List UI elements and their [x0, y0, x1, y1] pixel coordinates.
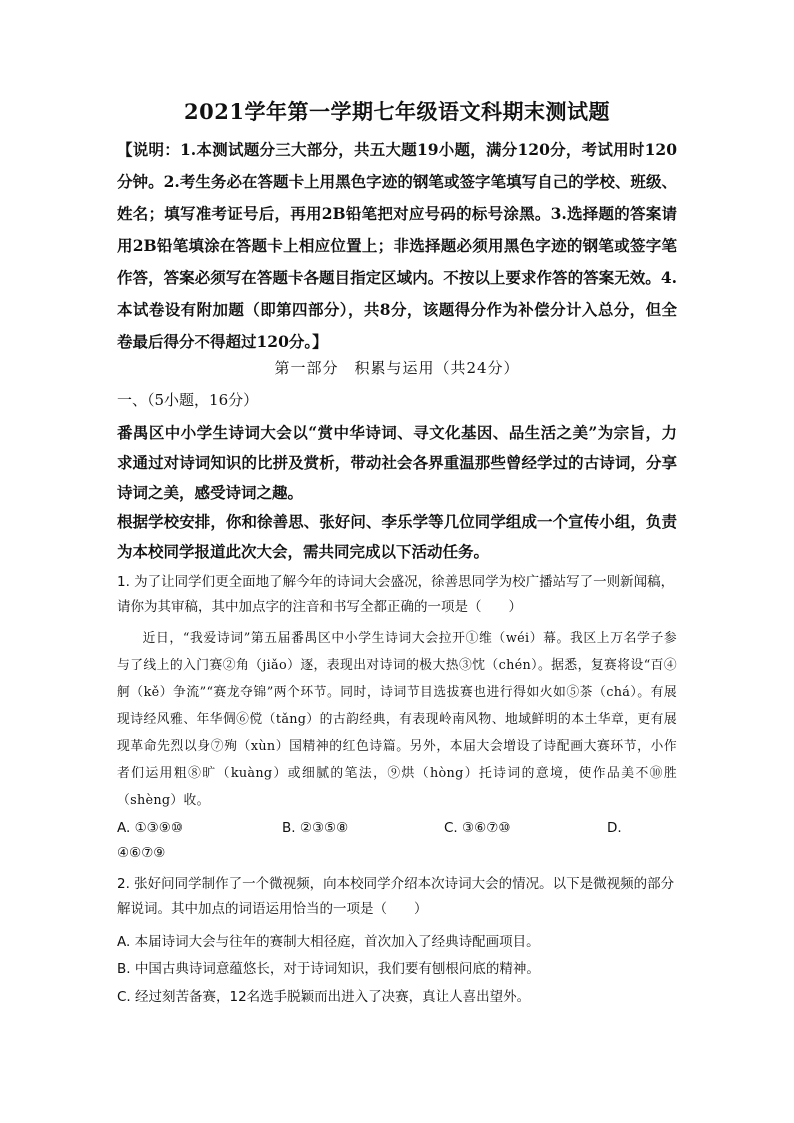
q2-option-a[interactable]: A. 本届诗词大会与往年的赛制大相径庭，首次加入了经典诗配画项目。: [117, 934, 540, 950]
q1-option-c[interactable]: C. ③⑥⑦⑩: [444, 820, 511, 836]
question-2: 2. 张好问同学制作了一个微视频，向本校同学介绍本次诗词大会的情况。以下是微视频的部分解说词。其中加点的词语运用恰当的一项是（ ）: [117, 876, 675, 917]
question-1-passage: 近日，“我爱诗词”第五届番禺区中小学生诗词大会拉开①维（wéi）幕。我区上万名学子参与了线上的入门赛②角（jiǎo）逐，表现出对诗词的极大热③忱（chén）。据悉，复赛将设“百④舸（kě）争流”“赛龙夺锦”两个环节。同时，诗词节目选拔赛也进行得如火如⑤茶（chá）。有展现诗经风雅、年华倜⑥傥（tǎng）的古韵经典，有表现岭南风物、地域鲜明的本土华章，更有展现革命先烈以身⑦殉（xùn）国精神的红色诗篇。另外，本届大会增设了诗配画大赛环节，小作者们运用粗⑧旷（kuàng）或细腻的笔法，⑨烘（hòng）托诗词的意境，使作品美不⑩胜（shèng）收。: [117, 631, 677, 808]
intro-paragraph-1: 番禺区中小学生诗词大会以“赏中华诗词、寻文化基因、品生活之美”为宗旨，力求通过对诗词知识的比拼及赏析，带动社会各界重温那些曾经学过的古诗词，分享诗词之美，感受诗词之趣。: [117, 423, 677, 502]
part-heading: 一、（5小题，16分）: [117, 391, 259, 409]
q2-option-b[interactable]: B. 中国古典诗词意蕴悠长，对于诗词知识，我们要有刨根问底的精神。: [117, 961, 540, 977]
q1-option-b[interactable]: B. ②③⑤⑧: [282, 820, 349, 836]
q1-option-d-value[interactable]: ④⑥⑦⑨: [117, 845, 166, 861]
question-1: 1. 为了让同学们更全面地了解今年的诗词大会盛况，徐善思同学为校广播站写了一则新闻稿，请你为其审稿，其中加点字的注音和书写全都正确的一项是（ ）: [117, 574, 675, 615]
q1-option-d-label[interactable]: D.: [607, 820, 622, 836]
exam-instructions: 【说明：1.本测试题分三大部分，共五大题19小题，满分120分，考试用时120分钟。2.考生务必在答题卡上用黑色字迹的钢笔或签字笔填写自己的学校、班级、姓名；填写准考证号后，再用2B铅笔把对应号码的标号涂黑。3.选择题的答案请用2B铅笔填涂在答题卡上相应位置上；非选择题必须用黑色字迹的钢笔或签字笔作答，答案必须写在答题卡各题目指定区域内。不按以上要求作答的答案无效。4.本试卷设有附加题（即第四部分），共8分，该题得分作为补偿分计入总分，但全卷最后得分不得超过120分。】: [117, 140, 677, 351]
exam-title: 2021学年第一学期七年级语文科期末测试题: [184, 99, 610, 124]
section-heading: 第一部分 积累与运用（共24分）: [274, 359, 520, 377]
q1-option-a[interactable]: A. ①③⑨⑩: [117, 820, 183, 836]
q2-option-c[interactable]: C. 经过刻苦备赛，12名选手脱颖而出进入了决赛，真让人喜出望外。: [117, 989, 531, 1005]
intro-paragraph-2: 根据学校安排，你和徐善思、张好问、李乐学等几位同学组成一个宣传小组，负责为本校同学报道此次大会，需共同完成以下活动任务。: [117, 512, 677, 561]
